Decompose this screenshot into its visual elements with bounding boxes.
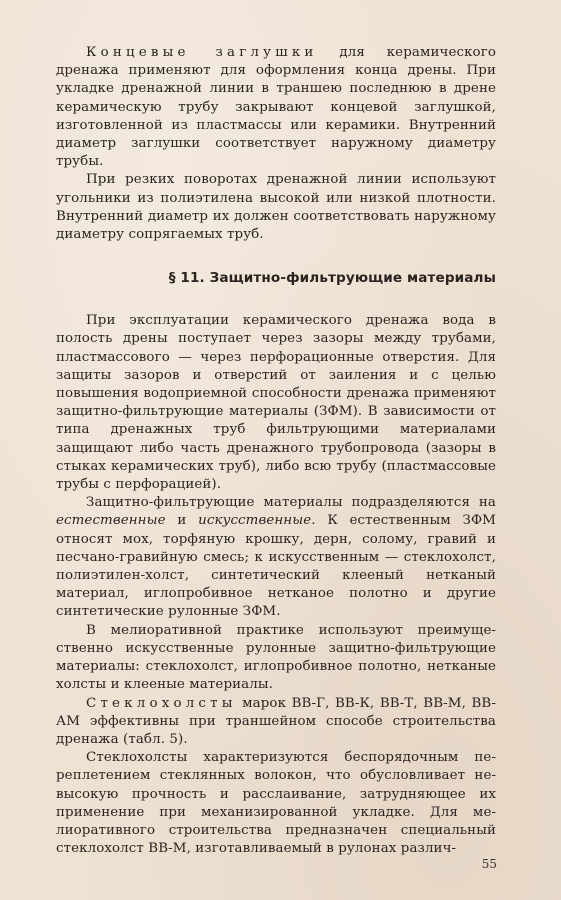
term-glass-mats: Стеклохолсты bbox=[86, 695, 237, 711]
classification-text-a: Защитно-фильтрующие материалы подразделяются на bbox=[86, 495, 496, 511]
paragraph-exploitation: При эксплуатации керамического дренажа вода в полость дрены поступает через зазоры между трубами, пластмассового — через перфорационные отверстия. Для защиты зазоров и отверстий от заиления и с целью повышения водоприемной способности дренажа применяют защитно-фильтрующие материалы (ЗФМ). В зависимости от типа дренажных труб фильтрующими материалами защищают либо часть дренажного трубопровода (зазоры в стыках керамических труб), либо всю трубу (пластмассовые трубы с перфорацией). bbox=[56, 313, 496, 493]
term-artificial: искусственные bbox=[198, 513, 312, 529]
term-natural: естественные bbox=[56, 513, 166, 529]
paragraph-glass-mats-text: марок ВВ-Г, ВВ-К, ВВ-Т, ВВ-М, ВВ-АМ эффективны при траншейном способе строительства дренажа (табл. 5). bbox=[56, 695, 496, 747]
paragraph-end-caps-text: для керамического дренажа применяют для оформления конца дрены. При укладке дренажной линии в траншею последнюю в дрене керамическую трубу закрывают концевой заглушкой, изготовленной из пластмассы или керамики. Внутренний диаметр заглушки соответствует наружному диаметру трубы. bbox=[56, 45, 496, 170]
paragraph-glass-mats-properties: Стеклохолсты характеризуются беспорядочным переплетением стеклянных волокон, что обусловливает невысокую прочность и расслаивание, затрудняющее их применение при механизированной укладке. Для мелиоративного строительства предназначен специальный стеклохолст ВВ-М, изготавливаемый в рулонах различ- bbox=[56, 750, 496, 857]
classification-and: и bbox=[165, 513, 199, 529]
page-body bbox=[56, 44, 496, 858]
paragraph-glass-mats bbox=[56, 695, 496, 750]
paragraph-practice: В мелиоративной практике используют преимущественно искусственные рулонные защитно-фильтрующие материалы: стеклохолст, иглопробивное полотно, нетканые холсты и клееные материалы. bbox=[56, 622, 496, 693]
page-number: 55 bbox=[481, 857, 497, 871]
paragraph-end-caps bbox=[56, 44, 496, 171]
classification-text-b: . К естественным ЗФМ относят мох, торфяную крошку, дерн, солому, гравий и песчано-гравийную смесь; к искусственным — стеклохолст, полиэтилен-холст, синтетический клееный нетканый материал, иглопробивное нетканое полотно и другие синтетические рулонные ЗФМ. bbox=[56, 513, 496, 620]
paragraph-classification bbox=[56, 494, 496, 621]
term-end-caps: Концевые заглушки bbox=[86, 45, 318, 60]
section-heading: § 11. Защитно-фильтрующие материалы bbox=[168, 270, 496, 287]
paragraph-elbows: При резких поворотах дренажной линии используют угольники из полиэтилена высокой или низкой плотности. Внутренний диаметр их должен соответствовать наружному диаметру сопрягаемых труб. bbox=[56, 172, 496, 243]
